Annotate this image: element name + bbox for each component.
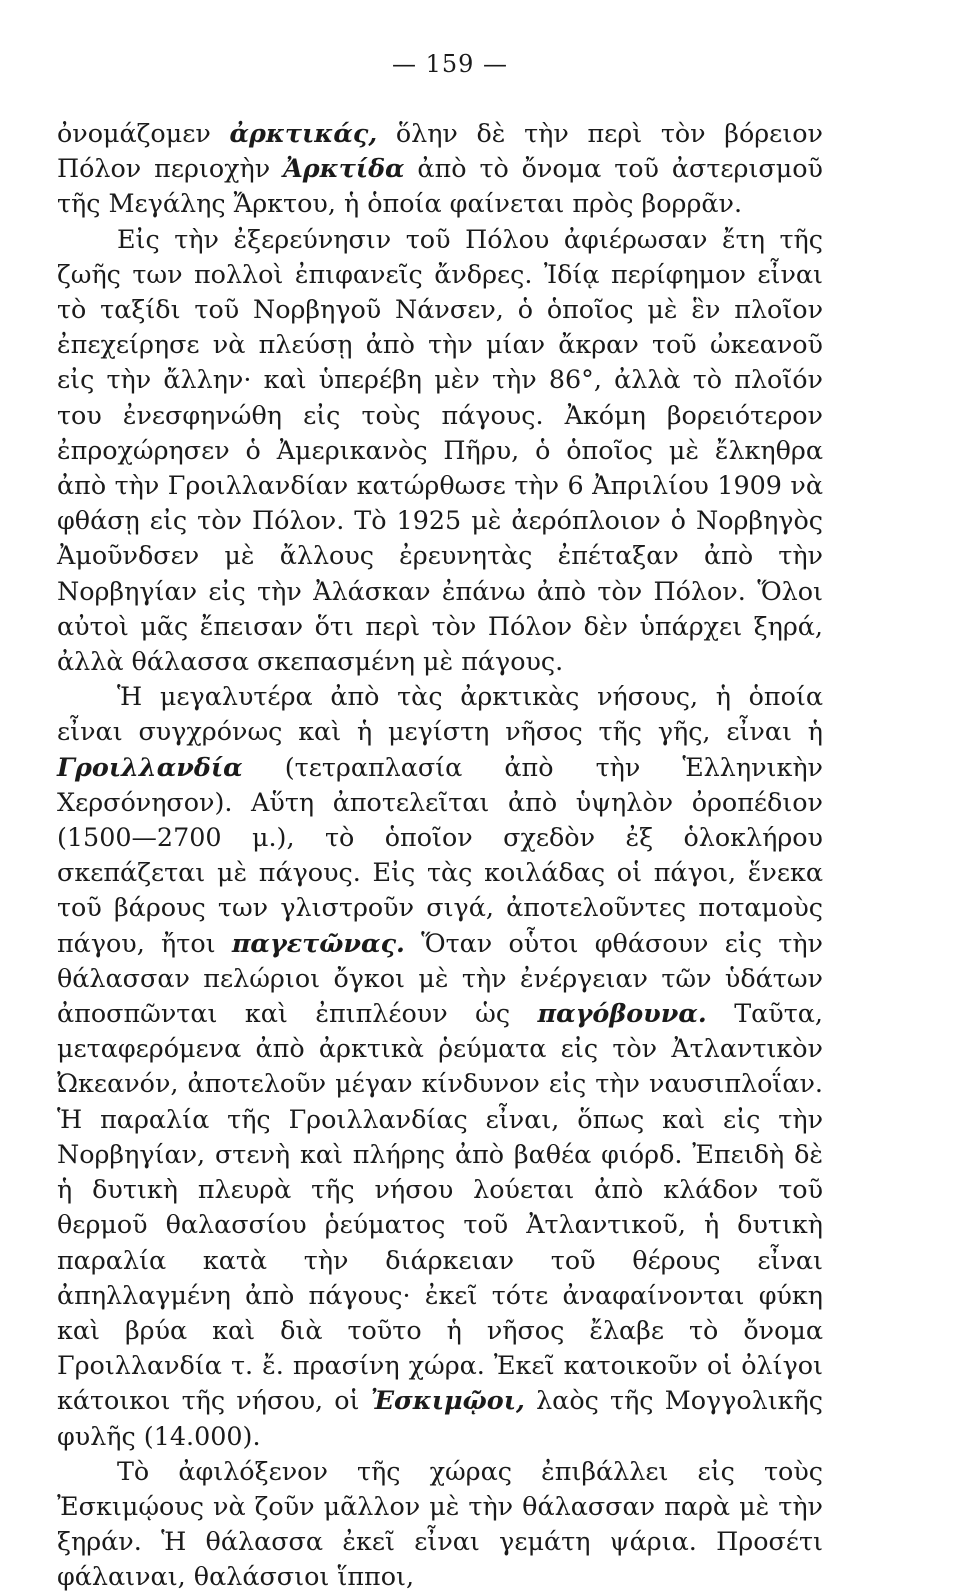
emphasized-term: παγόβουνα.: [537, 998, 707, 1029]
text-run: (τετραπλασία ἀπὸ τὴν Ἑλληνικὴν Χερσόνησον). Αὕτη ἀποτελεῖται ἀπὸ ὑψηλὸν ὀροπέδιον (1500—2700 μ.), τὸ ὁποῖον σχεδὸν ἐξ ὁλοκλήρου σκεπάζεται μὲ πάγους. Εἰς τὰς κοιλάδας οἱ πάγοι, ἕνεκα τοῦ βάρους των γλιστροῦν σιγά, ἀποτελοῦντες ποταμοὺς πάγου, ἤτοι: [57, 751, 823, 958]
emphasized-term: Γροιλλανδία: [57, 751, 243, 782]
text-run: Ἡ μεγαλυτέρα ἀπὸ τὰς ἀρκτικὰς νήσους, ἡ ὁποία εἶναι συγχρόνως καὶ ἡ μεγίστη νῆσος τῆς γῆς, εἶναι ἡ: [57, 681, 823, 747]
paragraph: [57, 679, 823, 1453]
text-run: Ὅταν οὗτοι φθάσουν εἰς τὴν θάλασσαν πελώριοι ὄγκοι μὲ τὴν ἐνέργειαν τῶν ὑδάτων ἀποσπῶνται καὶ ἐπιπλέουν ὡς: [57, 927, 823, 1029]
paragraph: [57, 222, 823, 680]
paragraph: [57, 1454, 823, 1595]
text-run: ὀνομάζομεν: [57, 118, 230, 148]
text-run: Ταῦτα, μεταφερόμενα ἀπὸ ἀρκτικὰ ῥεύματα εἰς τὸν Ἀτλαντικὸν Ὠκεανόν, ἀποτελοῦν μέγαν κίνδυνον εἰς τὴν ναυσιπλοΐαν. Ἡ παραλία τῆς Γροιλλανδίας εἶναι, ὅπως καὶ εἰς τὴν Νορβηγίαν, στενὴ καὶ πλήρης ἀπὸ βαθέα φιόρδ. Ἐπειδὴ δὲ ἡ δυτικὴ πλευρὰ τῆς νήσου λούεται ἀπὸ κλάδον τοῦ θερμοῦ θαλασσίου ῥεύματος τοῦ Ἀτλαντικοῦ, ἡ δυτικὴ παραλία κατὰ τὴν διάρκειαν τοῦ θέρους εἶναι ἀπηλλαγμένη ἀπὸ πάγους· ἐκεῖ τότε ἀναφαίνονται φύκη καὶ βρύα καὶ διὰ τοῦτο ἡ νῆσος ἔλαβε τὸ ὄνομα Γροιλλανδία τ. ἔ. πρασίνη χώρα. Ἐκεῖ κατοικοῦν οἱ ὀλίγοι κάτοικοι τῆς νήσου, οἱ: [57, 998, 823, 1416]
text-run: Εἰς τὴν ἐξερεύνησιν τοῦ Πόλου ἀφιέρωσαν ἔτη τῆς ζωῆς των πολλοὶ ἐπιφανεῖς ἄνδρες. Ἰδίᾳ περίφημον εἶναι τὸ ταξίδι τοῦ Νορβηγοῦ Νάνσεν, ὁ ὁποῖος μὲ ἓν πλοῖον ἐπεχείρησε νὰ πλεύσῃ ἀπὸ τὴν μίαν ἄκραν τοῦ ὠκεανοῦ εἰς τὴν ἄλλην· καὶ ὑπερέβη μὲν τὴν 86°, ἀλλὰ τὸ πλοῖόν του ἐνεσφηνώθη εἰς τοὺς πάγους. Ἀκόμη βορειότερον ἐπροχώρησεν ὁ Ἀμερικανὸς Πῆρυ, ὁ ὁποῖος μὲ ἔλκηθρα ἀπὸ τὴν Γροιλλανδίαν κατώρθωσε τὴν 6 Ἀπριλίου 1909 νὰ φθάσῃ εἰς τὸν Πόλον. Τὸ 1925 μὲ ἀερόπλοιον ὁ Νορβηγὸς Ἀμοῦνδσεν μὲ ἄλλους ἐρευνητὰς ἐπέταξαν ἀπὸ τὴν Νορβηγίαν εἰς τὴν Ἀλάσκαν ἐπάνω ἀπὸ τὸν Πόλον. Ὅλοι αὐτοὶ μᾶς ἔπεισαν ὅτι περὶ τὸν Πόλον δὲν ὑπάρχει ξηρά, ἀλλὰ θάλασσα σκεπασμένη μὲ πάγους.: [57, 223, 823, 677]
emphasized-term: Ἐσκιμῷοι,: [370, 1385, 525, 1416]
emphasized-term: παγετῶνας.: [231, 927, 405, 958]
emphasized-term: ἀρκτικάς,: [229, 118, 378, 148]
paragraph: [57, 116, 823, 222]
text-run: λαὸς τῆς Μογγολικῆς φυλῆς (14.000).: [57, 1385, 823, 1451]
page-text-body: [57, 116, 823, 1595]
text-run: Τὸ ἀφιλόξενον τῆς χώρας ἐπιβάλλει εἰς τοὺς Ἐσκιμῴους νὰ ζοῦν μᾶλλον μὲ τὴν θάλασσαν παρὰ μὲ τὴν ξηράν. Ἡ θάλασσα ἐκεῖ εἶναι γεμάτη ψάρια. Προσέτι φάλαιναι, θαλάσσιοι ἵπποι,: [57, 1455, 823, 1592]
text-run: ὅλην δὲ τὴν περὶ τὸν βόρειον Πόλον περιοχὴν: [57, 118, 823, 184]
text-run: ἀπὸ τὸ ὄνομα τοῦ ἀστερισμοῦ τῆς Μεγάλης Ἄρκτου, ἡ ὁποία φαίνεται πρὸς βορρᾶν.: [57, 153, 823, 219]
emphasized-term: Ἀρκτίδα: [283, 153, 405, 184]
page-number: — 159 —: [391, 50, 509, 78]
